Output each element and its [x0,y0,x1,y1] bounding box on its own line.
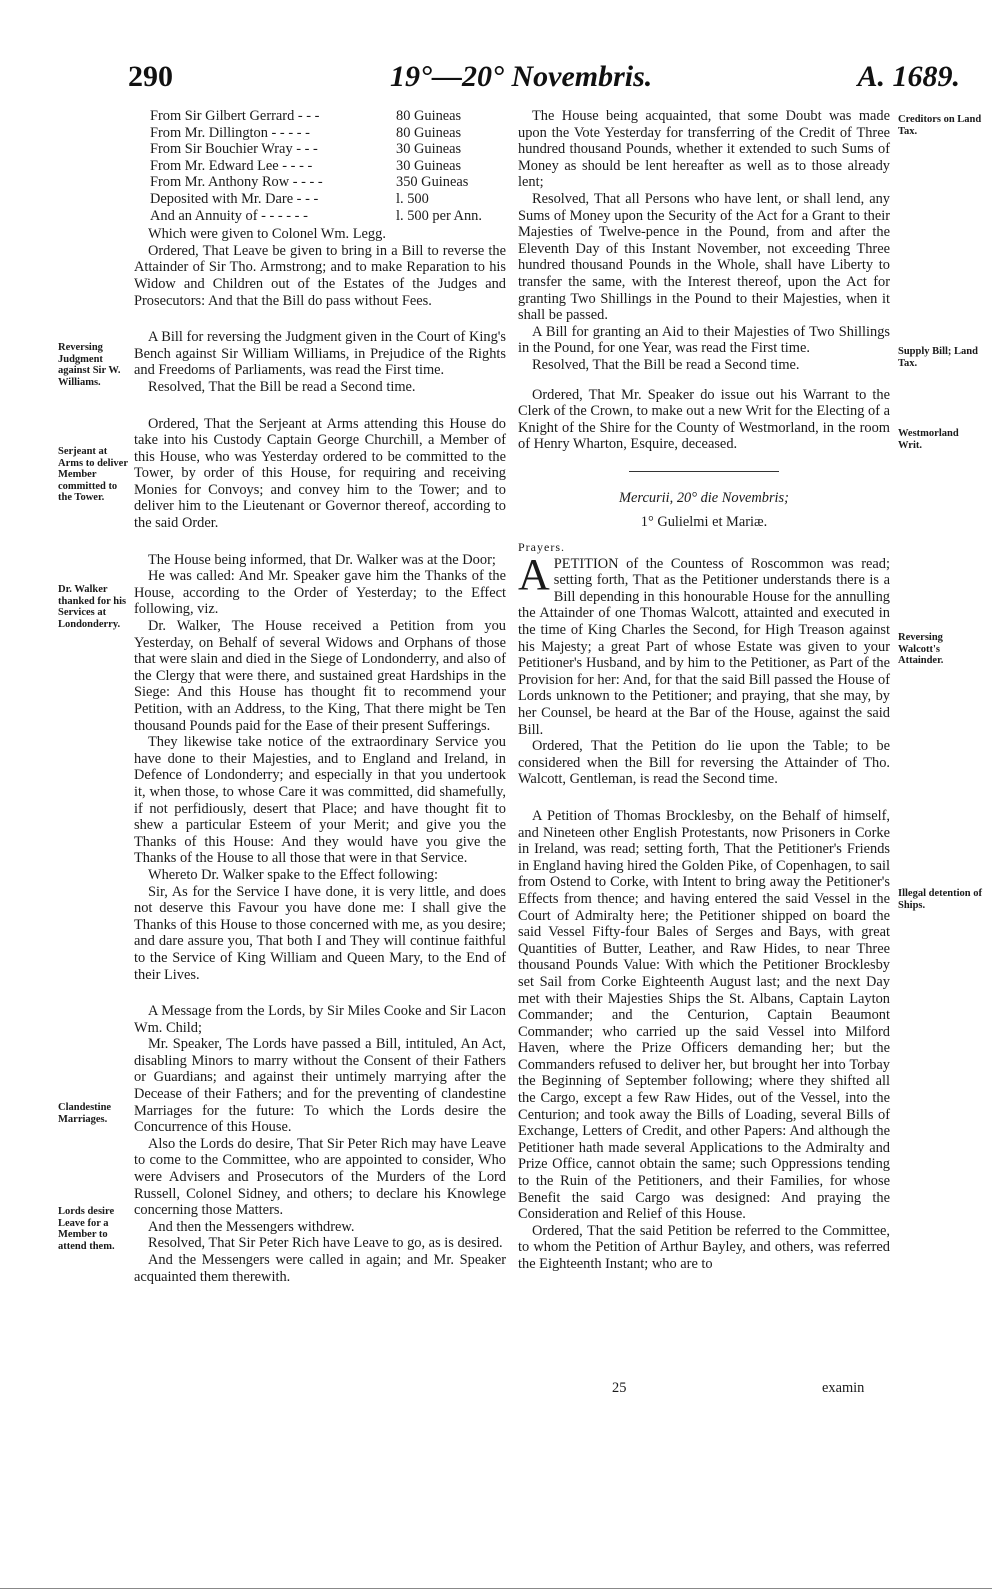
side-note-creditors: Creditors on Land Tax. [898,114,982,137]
day-heading: Mercurii, 20° die Novembris; [619,489,789,506]
paragraph: Also the Lords do desire, That Sir Peter Rich may have Leave to come to the Committee, who are appointed to consider, Who were Advisers and Prosecutors of the Murders of the Lord Russell, Colonel Sidney, and others; to declare his Knowlege concerning those Matters. [134,1135,506,1219]
catchword: examin [822,1380,865,1396]
paragraph: Dr. Walker, The House received a Petition from you Yesterday, on Behalf of several Widows and Orphans of those that were slain and died in the Siege of Londonderry, and also of the Clergy that were there, and sustained great Hardships in the Siege: And this House has thought fit to recommend your Petition, with an Address, to the King, That there might be Ten thousand Pounds paid for the Ease of their present Sufferings. [134,618,506,734]
side-note-illegal: Illegal detention of Ships. [898,888,982,911]
paragraph: Resolved, That the Bill be read a Second time. [148,378,416,395]
paragraph: A Bill for reversing the Judgment given in the Court of King's Bench against Sir William Williams, in Prejudice of the Rights and Freedoms of Parliaments, was read the First time. [134,329,506,379]
paragraph: The House being informed, that Dr. Walker was at the Door; [148,551,496,568]
paragraph: Sir, As for the Service I have done, it is very little, and does not deserve this Favour you have done me: I shall give the Thanks of this House to those concerned with me, as you desire; and dare assure you, That both I and They will continue faithful to the Service of King William and Queen Mary, to the End of their Lives. [134,883,506,983]
paragraph: Ordered, That Mr. Speaker do issue out his Warrant to the Clerk of the Crown, to make out a new Writ for the Electing of a Knight of the Shire for the County of Westmorland, in the room of Henry Wharton, Esquire, deceased. [518,386,891,453]
paragraph: Ordered, That Leave be given to bring in a Bill to reverse the Attainder of Sir Tho. Armstrong; and to make Reparation to his Widow and Children out of the Estates of the Judges and Prosecutors: And that the Bill do pass without Fees. [134,242,506,309]
donor-row: From Sir Bouchier Wray - - - 30 Guineas [150,141,462,158]
donor-row: From Mr. Dillington - - - - - 80 Guineas [150,124,462,141]
right-column [518,108,890,1273]
paragraph: And then the Messengers withdrew. [148,1218,355,1235]
running-head-date: 19°—20° Novembris. [390,60,653,93]
paragraph: And the Messengers were called in again; and Mr. Speaker acquainted them therewith. [134,1252,506,1285]
drop-cap: A [518,549,550,599]
side-note-serjeant: Serjeant at Arms to deliver Member committed to the Tower. [58,446,128,503]
prayers-heading: Prayers. [518,540,565,555]
paragraph: Which were given to Colonel Wm. Legg. [148,226,386,243]
paragraph: They likewise take notice of the extraordinary Service you have done to their Majesties, and to England and Ireland, in Defence of Londonderry; and especially in that you undertook it, when those, to whose Care it was committed, did shamefully, if not perfidiously, desert that Place; and have thought fit to shew a particular Esteem of your Merit; and give you the Thanks of this House: And they would have you give the Thanks of the House to all those that were in that Service. [134,734,506,867]
side-note-clandestine: Clandestine Marriages. [58,1102,112,1125]
paragraph: Resolved, That Sir Peter Rich have Leave to go, as is desired. [148,1235,503,1252]
paragraph: A Message from the Lords, by Sir Miles Cooke and Sir Lacon Wm. Child; [134,1003,506,1036]
donor-row: And an Annuity of - - - - - - l. 500 per Ann. [150,207,482,224]
donor-list [134,108,506,224]
signature-mark: 25 [612,1380,627,1396]
side-note-walker: Dr. Walker thanked for his Services at Londonderry. [58,584,127,630]
paragraph: He was called: And Mr. Speaker gave him the Thanks of the House, according to the Order of Yesterday; to the Effect following, viz. [134,568,506,618]
side-note-walcott: Reversing Walcott's Attainder. [898,632,944,666]
section-divider [629,471,779,472]
paragraph: Ordered, That the Serjeant at Arms attending this House do take into his Custody Captain George Churchill, a Member of this House, who was Yesterday ordered to be committed to the Tower, by order of this House, for requiring and receiving Monies for Convoys; and convey him to the Tower; and to deliver him to the Lieutenant or Governor thereof, according to the said Order. [134,415,506,532]
side-note-supply: Supply Bill; Land Tax. [898,346,978,369]
donor-row: From Sir Gilbert Gerrard - - - 80 Guineas [150,108,462,124]
page-header [128,60,960,100]
paragraph: A Bill for granting an Aid to their Majesties of Two Shillings in the Pound, for one Year, was read the First time. [518,323,890,357]
paragraph: Ordered, That the said Petition be referred to the Committee, to whom the Petition of Arthur Bayley, and others, was referred the Eighteenth Instant; who are to [518,1222,890,1272]
donor-row: From Mr. Edward Lee - - - - 30 Guineas [150,157,462,174]
page-edge-line [0,1588,992,1589]
left-column [134,108,506,1285]
paragraph: Resolved, That all Persons who have lent, or shall lend, any Sums of Money upon the Security of the Act for a Grant to their Majesties of Twelve-pence in the Pound, from and after the Eleventh Day of this Instant November, not exceeding Three hundred thousand Pounds in the Whole, shall have Liberty to transfer the same, with the Interest thereof, upon the Act for granting Two Shillings in the Pound to their Majesties, when it shall be passed. [518,190,890,324]
side-note-williams: Reversing Judgment against Sir W. Williams. [58,342,121,388]
paragraph: Whereto Dr. Walker spake to the Effect following: [148,866,439,883]
reign-heading: 1° Gulielmi et Mariæ. [640,514,768,531]
donor-row: Deposited with Mr. Dare - - - l. 500 [150,190,429,207]
paragraph: The House being acquainted, that some Doubt was made upon the Vote Yesterday for transferring of the Credit of Three hundred thousand Pounds, whether it extended to such Sums of Money as should be lent hereafter as well as to those already lent; [518,108,890,191]
paragraph: A Petition of Thomas Brocklesby, on the Behalf of himself, and Nineteen other English Protestants, now Prisoners in Corke in Ireland, was read; setting forth, That the Petitioner's Friends in England having hired the Golden Pike, of Copenhagen, to sail from Ostend to Corke, with Intent to bring away the Petitioner's Effects from thence; and having entered the said Vessel in the Court of Admiralty here; the Petitioner shipped on board the said Vessel Fifty-four Bales of Serges and Bays, with great Quantities of Butter, Leather, and Raw Hides, to near Three thousand Pounds Value: With which the Petitioner Brocklesby set Sail from Corke Eighteenth August last; and the next Day met with their Majesties Ships the St. Albans, Captain Layton Commander; and the Centurion, Captain Beaumont Commander; who carried up the said Vessel into Milford Haven, where the Prize Officers demanding her; but the Commanders refused to deliver her, but brought her into Torbay the Beginning of September following; where they shifted all the Cargo, except a few Raw Hides, out of the Vessel, into the Centurion; and took away the Bills of Loading, several Bills of Exchange, Letters of Credit, and other Papers: And although the Petitioner hath made several Applications to the Admiralty and Prize Office, cannot obtain the same; such Oppressions tending to the Ruin of the Petitioners, and their Families, for whose Benefit the said Cargo was designed: And praying the Consideration and Relief of this House. [518,807,890,1223]
running-head-year: A. 1689. [857,60,960,93]
paragraph: APETITION of the Countess of Roscommon was read; setting forth, That as the Petitioner understands there is a Bill depending in this honourable House for the annulling the Attainder of one Thomas Walcott, attainted and executed in the time of King Charles the Second, for High Treason against his Majesty; a great Part of whose Estate was given to your Petitioner's Husband, and by him to the Petitioner, as Part of the Provision for her: And, for that the said Bill passed the House of Lords unknown to the Petitioner; and praying, that she may, by her Counsel, be heard at the Bar of the House, against the said Bill. [518,549,890,738]
donor-row: From Mr. Anthony Row - - - - 350 Guineas [150,174,469,191]
paragraph: Mr. Speaker, The Lords have passed a Bill, intituled, An Act, disabling Minors to marry without the Consent of their Fathers or Guardians; and against their untimely marrying after the Decease of their Fathers; and for the preventing of clandestine Marriages for the future: To which the Lords desire the Concurrence of this House. [134,1036,506,1136]
side-note-westmorland: Westmorland Writ. [898,428,959,451]
paragraph: Ordered, That the Petition do lie upon the Table; to be considered when the Bill for reversing the Attainder of Tho. Walcott, Gentleman, is read the Second time. [518,738,890,788]
paragraph: Resolved, That the Bill be read a Second time. [532,356,800,373]
page-number: 290 [128,60,173,93]
side-note-lords-desire: Lords desire Leave for a Member to attend them. [58,1206,115,1252]
